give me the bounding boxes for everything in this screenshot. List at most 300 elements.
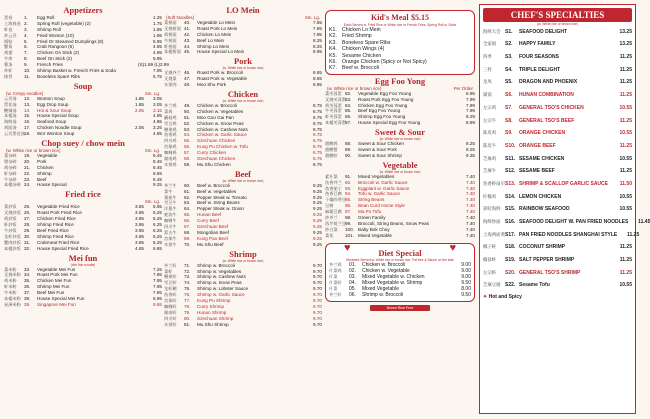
menu-item-code: 97. — [345, 209, 352, 215]
menu-item-price2: 6.25 — [153, 239, 162, 245]
menu-item-code: 60. — [184, 182, 191, 188]
menu-item-price2: 8.55 — [153, 170, 162, 176]
menu-item-code: 24. — [24, 182, 31, 188]
menu-item-cn: 左宗虾 — [483, 269, 497, 275]
menu-item-code: 86. — [345, 114, 352, 120]
menu-item-name: Szechuan Beef — [197, 224, 229, 230]
menu-item-name: Moo Shu Pork — [197, 82, 227, 88]
menu-item-cn: 芥兰虾 — [329, 292, 342, 298]
pork-list — [164, 70, 322, 88]
menu-item-price2: 7.95 — [313, 25, 322, 31]
menu-item-price: 1.85 — [153, 26, 162, 32]
menu-item-name: Orange Chicken (Spicy or Not Spicy) — [342, 58, 427, 65]
menu-item-code: 63. — [184, 200, 191, 206]
menu-item — [483, 257, 632, 263]
vegetable-subtitle: (w. White rice or brown rice) — [379, 169, 421, 174]
menu-item-code: 61. — [184, 188, 191, 194]
menu-item-name: Chicken w. Vegetables — [197, 108, 244, 114]
menu-item-price: 3.55 — [135, 204, 144, 210]
menu-item-price: 10.55 — [619, 155, 632, 162]
menu-item-price: 9.70 — [313, 280, 322, 286]
menu-item-code: 8. — [24, 56, 28, 62]
menu-item-cn: 本楼芙蓉蛋 — [325, 120, 346, 126]
menu-item-code: 41. — [184, 25, 191, 31]
menu-item-price2: 8.25 — [313, 43, 322, 49]
menu-item-code: 69. — [184, 235, 191, 241]
menu-item-cn: 虾芙蓉蛋 — [325, 114, 342, 120]
menu-item-code: 27. — [24, 216, 31, 222]
menu-item-price: 7.95 — [153, 68, 162, 74]
menu-item-cn: 豆腐 — [325, 203, 334, 209]
menu-item — [483, 168, 632, 174]
menu-item-name: Fried Wonton (10) — [37, 32, 74, 38]
menu-item-name: Shrimp Roll — [37, 26, 61, 32]
menu-item — [483, 79, 632, 85]
menu-item-code: 93. — [345, 185, 352, 191]
menu-item-name: LEMON CHICKEN — [519, 193, 562, 200]
menu-item-name: Eggplant w. Garlic Sauce — [358, 185, 410, 191]
menu-item-name: GENERAL TSO'S CHICKEN — [519, 104, 584, 111]
menu-item-name: Shrimp w. Garlic Sauce — [197, 292, 245, 298]
menu-item-cn: 左宗鸡 — [483, 104, 497, 110]
menu-item-cn: 雪豆虾 — [164, 280, 177, 286]
menu-item-code: 73. — [184, 274, 191, 280]
chopsuey-subtitle: (w. White rice or brown rice) — [6, 148, 61, 154]
menu-item-name: Crab Rangoon (6) — [37, 44, 74, 50]
menu-item-cn: 湖南鸡 — [164, 156, 177, 162]
menu-item-price: 9.70 — [313, 268, 322, 274]
menu-item-cn: 蒙古牛 — [164, 229, 177, 235]
menu-item-name: ORANGE BEEF — [519, 142, 556, 149]
hot-spicy-label: Hot and Spicy — [488, 294, 522, 301]
menu-item-cn: 叉烧菜 — [164, 76, 177, 82]
menu-item-cn: 柠檬鸡 — [483, 193, 497, 199]
menu-item-code: S12. — [505, 168, 516, 175]
menu-item-cn: 虾炒饭 — [4, 222, 17, 228]
menu-item-price: 11.50 — [619, 180, 632, 187]
beef-heading: Beef — [234, 168, 252, 179]
menu-item-name: Sesame Tofu — [519, 282, 550, 289]
menu-item-name: Shrimp Fried Rice — [37, 233, 74, 239]
menu-item-cn: 龙凤 — [483, 79, 492, 85]
menu-item-name: Chicken Egg Foo Young — [358, 102, 408, 108]
menu-item-code: 46. — [184, 70, 191, 76]
menu-item-name: Chicken Noodle Soup — [37, 125, 82, 131]
menu-item-code: 20. — [24, 158, 31, 164]
menu-item-code: 91. — [345, 173, 352, 179]
menu-item-code: K1. — [329, 27, 337, 33]
menu-item-name: Egg Roll — [37, 15, 55, 20]
menu-item-cn: 叉烧米粉 — [4, 272, 21, 278]
menu-item-code: S17. — [505, 231, 516, 238]
menu-item-name: Shrimp Fried Rice — [37, 222, 74, 228]
menu-item-price2: 7.95 — [313, 31, 322, 37]
menu-item-price: 9.25 — [313, 229, 322, 235]
kids-meal-title: Kid's Meal — [371, 13, 409, 22]
menu-item-code: S13. — [505, 180, 516, 187]
menu-item-spacer — [483, 276, 632, 280]
menu-item-name: Roast Pork Lo Mein — [197, 25, 238, 31]
menu-item-code: 32. — [24, 245, 31, 251]
menu-item-price2: 6.65 — [153, 245, 162, 251]
menu-item-cn: 宫保虾 — [164, 297, 177, 303]
menu-item-cn: 叉烧芥兰 — [164, 70, 181, 76]
menu-item-code: 15. — [24, 113, 31, 119]
menu-item-cn: 芝麻牛 — [483, 168, 497, 174]
menu-item-name: Fried Or Steamed Dumplings (8) — [37, 38, 104, 44]
menu-item-price: 8.29 — [466, 114, 475, 120]
menu-item-code: S16. — [505, 219, 516, 225]
menu-item — [4, 131, 162, 137]
meifun-heading: Mei fun — [68, 252, 98, 263]
menu-item-code: S15. — [505, 206, 516, 213]
menu-item — [483, 194, 632, 200]
menu-item-code: 80. — [184, 315, 191, 321]
menu-item-code: 68. — [184, 229, 191, 235]
menu-item-price: 11.25 — [619, 168, 632, 175]
menu-item-price2: 6.25 — [153, 222, 162, 228]
menu-item-spacer — [483, 60, 632, 64]
menu-item-name: SEAFOOD DELIGHT W. PAN FRIED NOODLES — [519, 219, 629, 225]
menu-item-cn: 干煸四季豆 — [325, 197, 346, 203]
menu-item — [483, 181, 632, 187]
menu-item-code: 5. — [24, 38, 28, 44]
menu-item-cn: 鱼香豆腐 — [325, 191, 342, 197]
menu-item-spacer — [483, 288, 632, 292]
menu-item-spacer — [483, 162, 632, 166]
menu-item-name: Curry Chicken — [197, 150, 227, 156]
menu-item-code: K7. — [329, 65, 337, 72]
menu-item-code: 05. — [349, 286, 356, 293]
menu-item-name: Curry Shrimp — [197, 303, 225, 309]
menu-item-price: 7.40 — [466, 197, 475, 203]
menu-item-code: 88. — [345, 141, 352, 147]
menu-item-cn: 虾捞面 — [164, 43, 177, 49]
menu-item-price: 9.25 — [313, 182, 322, 188]
menu-item-cn: 蟹角 — [4, 44, 13, 50]
menu-item-price: 8.25 — [466, 146, 475, 152]
menu-item-code: 48. — [184, 82, 191, 88]
menu-item-price — [280, 49, 304, 55]
menu-item-code: 03. — [349, 273, 356, 280]
menu-item-cn: 龙虾炒饭 — [4, 233, 21, 239]
menu-item-code: 62. — [184, 194, 191, 200]
menu-item-code: 42. — [184, 31, 191, 37]
menu-item-name: DRAGON AND PHOENIX — [519, 79, 578, 86]
menu-item-code: 1. — [24, 15, 28, 20]
menu-item-cn: 牛串 — [4, 56, 13, 62]
menu-item-name: Spring Roll (vegetable) (2) — [37, 20, 91, 26]
menu-item-cn: 本楼汤 — [4, 113, 17, 119]
menu-item — [483, 231, 640, 238]
beef-list — [164, 183, 322, 248]
menu-item-price: 4.95 — [153, 50, 162, 56]
menu-item-price: 7.25 — [153, 266, 162, 272]
menu-item-code: 87. — [345, 120, 352, 126]
menu-item-name: Wonton Soup — [37, 95, 65, 101]
menu-item-code: 31. — [24, 239, 31, 245]
menu-item-price: 11.25 — [619, 269, 632, 276]
menu-item-cn: 海鲜汤 — [4, 119, 17, 125]
menu-item-price: 9.25 — [313, 241, 322, 247]
menu-item-code: 12. — [24, 95, 31, 101]
menu-item-name: Boneless Spare Ribs — [37, 73, 80, 79]
menu-item-cn: 蘑菇鸡 — [164, 114, 177, 120]
soup-size-lg: Lg. — [153, 90, 160, 96]
menu-item-name: RAINBOW SEAFOOD — [519, 206, 570, 213]
chili-icon: ✦ — [483, 294, 488, 301]
menu-item-code: S2. — [505, 41, 513, 48]
menu-item-code: 53. — [184, 126, 191, 132]
menu-item-cn: 木须虾 — [164, 321, 177, 327]
menu-item-price: 2.05 — [135, 125, 144, 131]
menu-item-name: Wor Wonton Soup — [37, 131, 75, 137]
menu-item-cn: 雪豆鸡 — [164, 120, 177, 126]
menu-item — [164, 82, 322, 88]
menu-item-price: 9.25 — [313, 200, 322, 206]
menu-item-cn: 鱼香茄子 — [325, 185, 342, 191]
menu-item-name: Roast Pork Fried Rice — [37, 210, 82, 216]
menu-item-code: 16. — [24, 119, 31, 125]
menu-item-price: 11.25 — [619, 142, 632, 149]
menu-item-code: 21. — [24, 164, 31, 170]
menu-item-name: Chicken w. Broccoli — [362, 261, 406, 268]
menu-item-code: 55. — [184, 138, 191, 144]
menu-item-code: S7. — [505, 104, 513, 111]
menu-item-price: 10.55 — [619, 282, 632, 289]
friedrice-list — [4, 204, 162, 251]
menu-item-price: 3.95 — [135, 227, 144, 233]
menu-item-price: 8.75 — [313, 114, 322, 120]
menu-item-price: 8.65 — [313, 76, 322, 82]
meifun-list — [4, 267, 162, 308]
menu-item-cn: 芝麻鸡 — [483, 155, 497, 161]
shrimp-subtitle: (w. White rice or brown rice) — [222, 258, 264, 263]
menu-item-price: 4.95 — [153, 44, 162, 50]
menu-item-code: S1. — [505, 28, 513, 35]
lomein-size-sm: Sm. — [304, 15, 313, 20]
menu-item-code: 92. — [345, 179, 352, 185]
menu-item-code: 78. — [184, 303, 191, 309]
menu-item — [483, 143, 632, 149]
eggfooyoung-list — [325, 91, 475, 126]
menu-item-code: 98. — [345, 214, 352, 220]
menu-item — [325, 233, 475, 239]
menu-item-price2: 4.95 — [153, 131, 162, 137]
menu-item-spacer — [483, 263, 632, 267]
menu-item-name: Kung Pu Shrimp — [197, 297, 231, 303]
menu-item-price: 3.95 — [135, 222, 144, 228]
menu-item-code: 90. — [345, 152, 352, 158]
menu-item-name: Beef w. String Beans — [197, 200, 240, 206]
menu-item-cn: 甜酸虾 — [325, 152, 338, 158]
menu-item-code: 84. — [345, 102, 352, 108]
lomein-subtitle: (Soft Noodles) — [166, 15, 195, 20]
menu-item-cn: 鸡翅 — [4, 50, 13, 56]
menu-item-code: 51. — [184, 114, 191, 120]
menu-item-cn: 叉烧芙蓉蛋 — [325, 96, 346, 102]
menu-item-name: ORANGE CHICKEN — [519, 130, 566, 137]
menu-item-cn: 陈皮鸡 — [483, 130, 497, 136]
menu-item-code: 65. — [184, 212, 191, 218]
menu-item-price: 7.95 — [153, 284, 162, 290]
menu-item-name: Shrimp w. Lobster Sauce — [197, 286, 249, 292]
menu-item-price: 9.25 — [313, 194, 322, 200]
menu-item-spacer — [483, 136, 632, 140]
sweetsour-list — [325, 141, 475, 159]
menu-item-price2: 6.25 — [153, 233, 162, 239]
menu-item-code: 74. — [184, 280, 191, 286]
menu-item-code: 6. — [24, 44, 28, 50]
soup-heading: Soup — [73, 80, 93, 91]
menu-item-code: S5. — [505, 79, 513, 86]
menu-column-2 — [164, 4, 322, 415]
menu-item-price: 1.95 — [153, 32, 162, 38]
menu-item — [4, 246, 162, 252]
menu-item-name: Seafood Soup — [37, 119, 67, 125]
menu-item-name: Beef — [37, 176, 47, 182]
heart-left-icon: ♥ — [344, 241, 351, 254]
chefs-specialties-title: CHEF'S SPECIALTIES — [483, 8, 632, 22]
menu-item-cn: 叉烧捞面 — [164, 25, 181, 31]
menu-item-spacer — [483, 73, 632, 77]
menu-item-cn: 鱼香虾扇贝 — [483, 180, 505, 186]
menu-item-name: SESAME BEEF — [519, 168, 555, 175]
menu-item-name: Green Family — [358, 214, 386, 220]
menu-item-price: 5.95 — [153, 56, 162, 62]
menu-item — [4, 74, 162, 80]
menu-item-name: Shrimp w. Cashew Nuts — [197, 274, 246, 280]
menu-item-price2: 5.95 — [153, 204, 162, 210]
menu-item-cn: 芝麻豆腐 — [483, 282, 501, 288]
menu-item-name: Chicken Fried Rice — [37, 216, 76, 222]
menu-item-price: 3.95 — [135, 239, 144, 245]
menu-item — [483, 105, 632, 111]
menu-item-name: House Special Soup — [37, 113, 79, 119]
menu-item — [483, 67, 632, 73]
menu-item-name: Broccoli, String Beans, Snow Peas — [358, 220, 429, 226]
menu-item-price: 8.75 — [313, 126, 322, 132]
soup-subtitle: (w. Crispy noodles) — [6, 90, 44, 96]
menu-item-cn: 鱼香鸡 — [164, 132, 177, 138]
menu-item-name: French Fries — [37, 62, 63, 68]
menu-item-code: S10. — [505, 142, 516, 149]
menu-item-code: S19. — [505, 257, 516, 264]
diet-special-note: Steamed Served w. White rice or brown rice, Fat free & Sauce on the side — [346, 257, 454, 262]
menu-item-price: 7.40 — [466, 232, 475, 238]
menu-item-spacer — [483, 238, 632, 242]
menu-item-cn: 木须牛 — [164, 241, 177, 247]
menu-item-name: Moo Goo Gai Pan — [197, 114, 234, 120]
friedrice-size-sm: Sm. — [144, 199, 153, 205]
menu-item-price: 10.55 — [619, 206, 632, 213]
menu-item-price: 9.70 — [313, 321, 322, 327]
menu-item-price — [120, 131, 144, 137]
menu-item-name: Fried Shrimp — [342, 33, 372, 40]
menu-item-code: 23. — [24, 176, 31, 182]
menu-item-cn: 上海春卷 — [4, 20, 21, 26]
menu-item-price: 11.25 — [619, 244, 632, 251]
menu-item-price: 5.75 — [153, 73, 162, 79]
menu-item-name: Beef w. Broccoli — [197, 182, 230, 188]
menu-item-name: Chicken Lo Mein — [197, 31, 232, 37]
menu-item-code: 81. — [184, 321, 191, 327]
menu-item-code: 54. — [184, 132, 191, 138]
menu-item-code: 2. — [24, 20, 28, 26]
menu-item-name: Mixed Vegetable w. Chicken — [362, 273, 425, 280]
menu-item-price: 11.45 — [638, 219, 650, 225]
hot-spicy-legend — [483, 294, 632, 300]
menu-item — [164, 242, 322, 248]
menu-item-price: 7.99 — [466, 96, 475, 102]
menu-item-price: 8.75 — [313, 120, 322, 126]
menu-item-code: S22. — [505, 282, 516, 289]
menu-item-price: 9.55 — [153, 301, 162, 307]
menu-item-cn: 牛炒饭 — [4, 227, 17, 233]
menu-item-code: 77. — [184, 297, 191, 303]
menu-item-cn: 本楼米粉 — [4, 295, 21, 301]
menu-item-cn: 星洲米粉 — [4, 301, 21, 307]
menu-item-name: Hot & Sour Soup — [37, 107, 72, 113]
menu-item-price: 7.40 — [466, 226, 475, 232]
menu-item-cn: 木须鸡 — [164, 161, 177, 167]
menu-item-price2: 9.25 — [153, 182, 162, 188]
menu-item-cn: 甜酸鸡 — [325, 141, 338, 147]
menu-item-price: 3.95 — [135, 210, 144, 216]
soup-list — [4, 96, 162, 137]
menu-item-name: Mixed Vegetables — [358, 173, 395, 179]
menu-item-name: Pepper Steak w. Onion — [197, 206, 244, 212]
menu-item-name: Mu Shu Shrimp — [197, 321, 229, 327]
menu-item-cn: 云吞蛋花汤 — [4, 131, 25, 137]
menu-item-cn: 什菜 — [329, 273, 338, 279]
menu-item-cn: 排骨 — [4, 73, 13, 79]
menu-item-name: Chicken w. Garlic Sauce — [197, 132, 247, 138]
menu-item-price: 7.40 — [466, 185, 475, 191]
menu-item-name: Chicken On Stick (2) — [37, 50, 80, 56]
menu-item-code: 17. — [24, 125, 31, 131]
menu-item-cn: 蛋卷 — [4, 15, 13, 20]
menu-item-price: 1.85 — [135, 95, 144, 101]
menu-item-name: Szechuan Shrimp — [197, 315, 234, 321]
eggfooyoung-heading: Egg Foo Yong — [374, 75, 426, 86]
menu-item-code: 100. — [345, 226, 354, 232]
menu-item-code: 28. — [24, 222, 31, 228]
menu-item-name: Beef Fried Rice — [37, 227, 69, 233]
menu-item-name: TRIPLE DELIGHT — [519, 66, 561, 73]
menu-item-cn: 鸡面汤 — [4, 125, 17, 131]
menu-item — [483, 282, 632, 288]
menu-item-cn: 菜花 — [325, 232, 334, 238]
menu-item-name: Chicken w. Vegetable — [362, 267, 410, 274]
chopsuey-heading: Chop suey / chow mein — [41, 138, 125, 149]
menu-item-spacer — [483, 85, 632, 89]
menu-item-price: 9.70 — [313, 262, 322, 268]
menu-item-price: 9.00 — [461, 267, 471, 274]
menu-item-spacer — [483, 149, 632, 153]
menu-item-name: Crabmeat Fried Rice — [37, 239, 80, 245]
menu-item-code: 89. — [345, 146, 352, 152]
menu-item-code: 35. — [24, 278, 31, 284]
menu-item — [325, 120, 475, 126]
chopsuey-size-lg: Lg. — [153, 148, 160, 154]
menu-item-cn: 四川鸡 — [164, 138, 177, 144]
menu-item-code: 02. — [349, 267, 356, 274]
menu-item-price: 8.75 — [313, 103, 322, 109]
menu-item-name: Beef Lo Mein — [197, 37, 225, 43]
menu-item-code: 25. — [24, 204, 31, 210]
menu-item — [164, 322, 322, 328]
